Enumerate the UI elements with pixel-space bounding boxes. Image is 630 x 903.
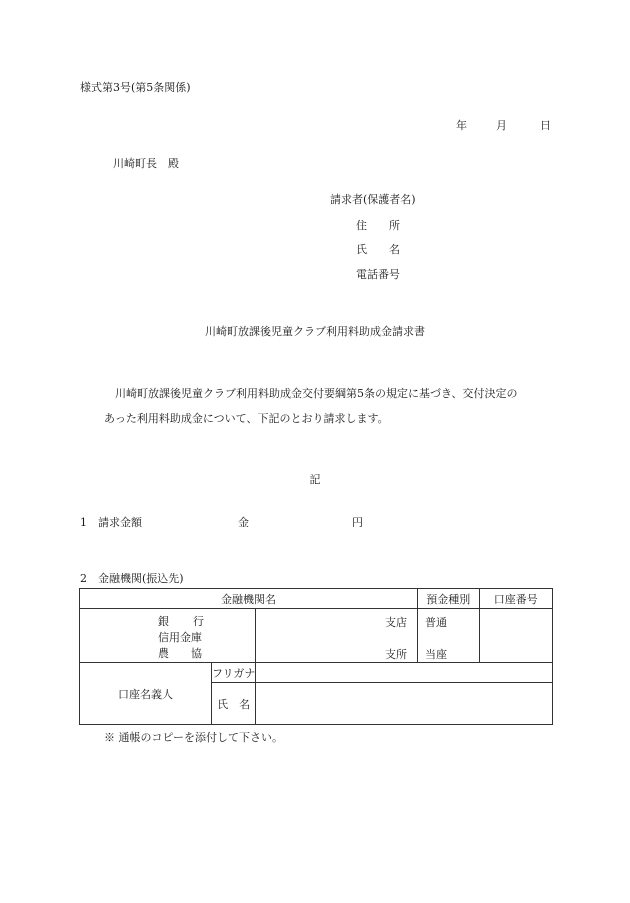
bank-type-cell [80, 609, 256, 663]
item1-yen: 円 [352, 516, 363, 529]
body-text [104, 381, 554, 431]
header-deposit-type: 預金種別 [417, 589, 479, 609]
account-holder-label: 口座名義人 [80, 663, 212, 725]
deposit-futsu: 普通 [424, 616, 447, 629]
bank-type-nokyo: 農 協 [158, 647, 202, 660]
header-bank-name: 金融機関名 [80, 589, 418, 609]
bank-type-bank: 銀 行 [158, 615, 204, 628]
date-month: 月 [496, 119, 507, 132]
document-title: 川崎町放課後児童クラブ利用料助成金請求書 [205, 325, 425, 338]
deposit-type-cell [417, 609, 479, 663]
note: ※ 通帳のコピーを添付して下さい。 [104, 731, 284, 744]
item1-gold: 金 [238, 516, 249, 529]
bank-type-shinkin: 信用金庫 [158, 631, 202, 644]
bank-table [79, 588, 553, 725]
header-account-number: 口座番号 [479, 589, 552, 609]
date-day: 日 [540, 119, 551, 132]
form-number: 様式第3号(第5条関係) [80, 81, 191, 94]
claimant-phone-label: 電話番号 [356, 268, 400, 281]
item1-request-amount [80, 516, 363, 530]
body-line-1: 川崎町放課後児童クラブ利用料助成金交付要綱第5条の規定に基づき、交付決定の [115, 387, 518, 400]
furigana-input[interactable] [256, 663, 553, 683]
holder-name-input[interactable] [256, 683, 553, 725]
claimant-name-label: 氏 名 [356, 243, 400, 256]
holder-name-label: 氏 名 [211, 683, 255, 725]
claimant-title: 請求者(保護者名) [330, 193, 416, 206]
deposit-toza: 当座 [424, 648, 447, 661]
date-line [456, 119, 551, 133]
ki-heading: 記 [309, 473, 321, 486]
furigana-label: フリガナ [211, 663, 255, 683]
body-line-2: あった利用料助成金について、下記のとおり請求します。 [104, 412, 389, 425]
account-number-cell[interactable] [479, 609, 552, 663]
addressee: 川崎町長 殿 [113, 157, 179, 170]
item2-label: 2 金融機関(振込先) [80, 572, 184, 585]
branch-shisho: 支所 [384, 648, 407, 661]
item1-label: 1 請求金額 [80, 516, 142, 529]
claimant-address-label: 住 所 [356, 219, 400, 232]
branch-shiten: 支店 [384, 616, 407, 629]
branch-cell [256, 609, 418, 663]
date-year: 年 [456, 119, 467, 132]
